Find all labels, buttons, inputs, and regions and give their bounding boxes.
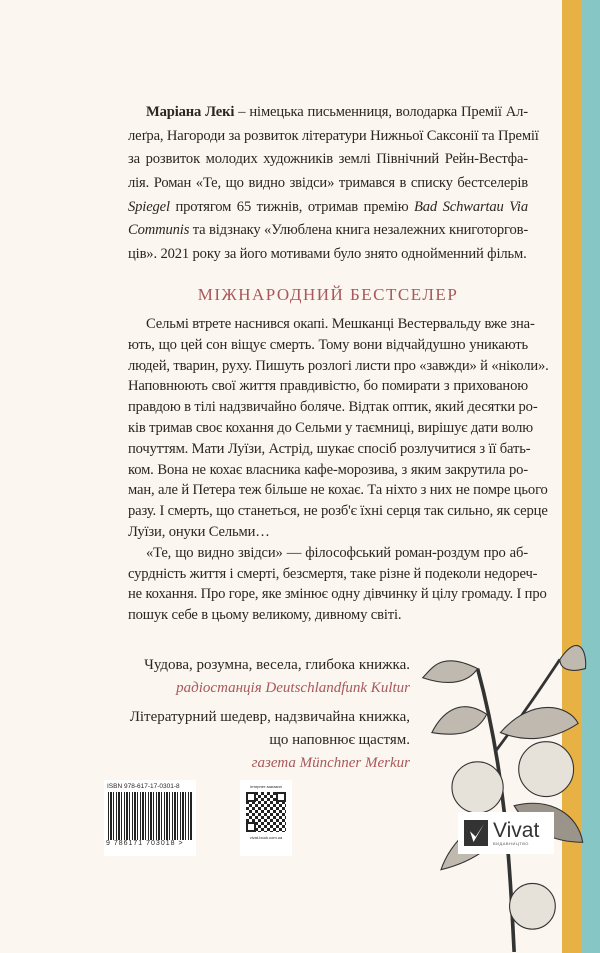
text-line: ють, що цей сон віщує смерть. Тому вони відчайдушно уникають: [128, 336, 528, 353]
barcode-icon: [108, 792, 192, 840]
quote-source: радіостанція Deutschlandfunk Kultur: [176, 680, 410, 696]
quote-source: газета Münchner Merkur: [251, 755, 410, 771]
quote-text: Літературний шедевр, надзвичайна книжка,: [129, 709, 410, 725]
text-segment: та відзнаку «Улюблена книга незалежних книготоргов-: [189, 222, 529, 239]
text-segment: за розвиток молодих художників землі Північний Рейн-Вестфа-: [128, 151, 528, 168]
isbn-barcode: [104, 780, 196, 856]
text-segment: – німецька письменниця, володарка Премії Ал-: [234, 104, 528, 120]
text-line: ман, але й Петера теж більше не кохає. Та ніхто з них не помре цього: [128, 482, 548, 499]
qr-top-label: інтернет-магазин: [250, 784, 282, 789]
bestseller-heading: МІЖНАРОДНИЙ БЕСТСЕЛЕР: [197, 285, 459, 304]
qr-code-block[interactable]: [240, 780, 292, 856]
text-segment: лія. Роман «Те, що видно звідси» тримався в списку бестселерів: [128, 175, 528, 192]
text-segment: Spiegel: [128, 198, 170, 215]
text-line: пошук себе в цьому великому, дивному світі.: [128, 607, 402, 624]
text-line: [128, 196, 528, 220]
author-bio: [128, 101, 539, 267]
text-line: ків тримав своє кохання до Сельми у таємниці, вирішує дати волю: [128, 419, 533, 436]
text-line: [128, 148, 528, 172]
plant-illustration: [415, 632, 595, 952]
text-line: Луїзи, онуки Сельми…: [128, 523, 270, 540]
text-line: [128, 172, 528, 196]
text-segment: Bad Schwartau Via: [414, 198, 528, 215]
qr-bottom-label: vivat-book.com.ua: [249, 835, 283, 840]
text-line: правдою в тілі надзвичайно боляче. Відтак оптик, який десятки ро-: [128, 399, 538, 416]
text-segment: леґра, Нагороди за розвиток літератури Нижньої Саксонії та Премії: [128, 127, 539, 144]
vivat-logo-icon: [464, 820, 488, 846]
isbn-digits: 9 786171 703018 >: [106, 840, 184, 847]
text-line: [128, 125, 539, 149]
text-segment: протягом 65 тижнів, отримав премію: [169, 198, 415, 215]
author-name: Маріана Лекі: [146, 104, 235, 120]
text-line: ком. Вона не кохає власника кафе-морозива, з яким закрутила ро-: [128, 461, 528, 478]
text-segment: ців». 2021 року за його мотивами було знято однойменний фільм.: [128, 246, 527, 263]
text-line: не кохання. Про горе, яке змінює одну дівчинку й цілу громаду. І про: [128, 586, 547, 603]
publisher-subtitle: ВИДАВНИЦТВО: [493, 840, 529, 846]
text-line: Сельмі втрете наснився окапі. Мешканці Вестервальду вже зна-: [146, 316, 535, 332]
text-segment: Communis: [128, 222, 190, 239]
text-line: [128, 101, 528, 125]
text-line: «Те, що видно звідси» — філософський роман-роздум про аб-: [146, 544, 528, 561]
qr-code-icon: [246, 792, 286, 832]
publisher-logo: [458, 812, 554, 854]
text-line: людей, тварин, руху. Пишуть розлогі листи про «завжди» й «ніколи».: [128, 357, 549, 374]
quote-text: Чудова, розумна, весела, глибока книжка.: [144, 657, 410, 673]
review-quote: [144, 654, 410, 700]
review-quote: [130, 706, 410, 775]
text-line: [128, 243, 528, 267]
isbn-label: ISBN 978-617-17-0301-8: [107, 783, 180, 790]
publisher-name: Vivat: [493, 818, 540, 842]
text-line: Наповнюють свої життя правдивістю, бо помирати з прихованою: [128, 378, 528, 395]
text-line: сурдність життя і смерті, безсмертя, таке різне й подеколи недореч-: [128, 565, 538, 582]
text-line: почуттям. Мати Луїзи, Астрід, шукає спосіб розлучитися з її бать-: [128, 440, 531, 457]
text-line: разу. І смерть, що станеться, не розб'є їхні серця так сильно, як серце: [128, 503, 548, 520]
book-description: [128, 314, 549, 626]
text-line: [128, 219, 528, 243]
quote-text: що наповнює щастям.: [269, 732, 410, 748]
